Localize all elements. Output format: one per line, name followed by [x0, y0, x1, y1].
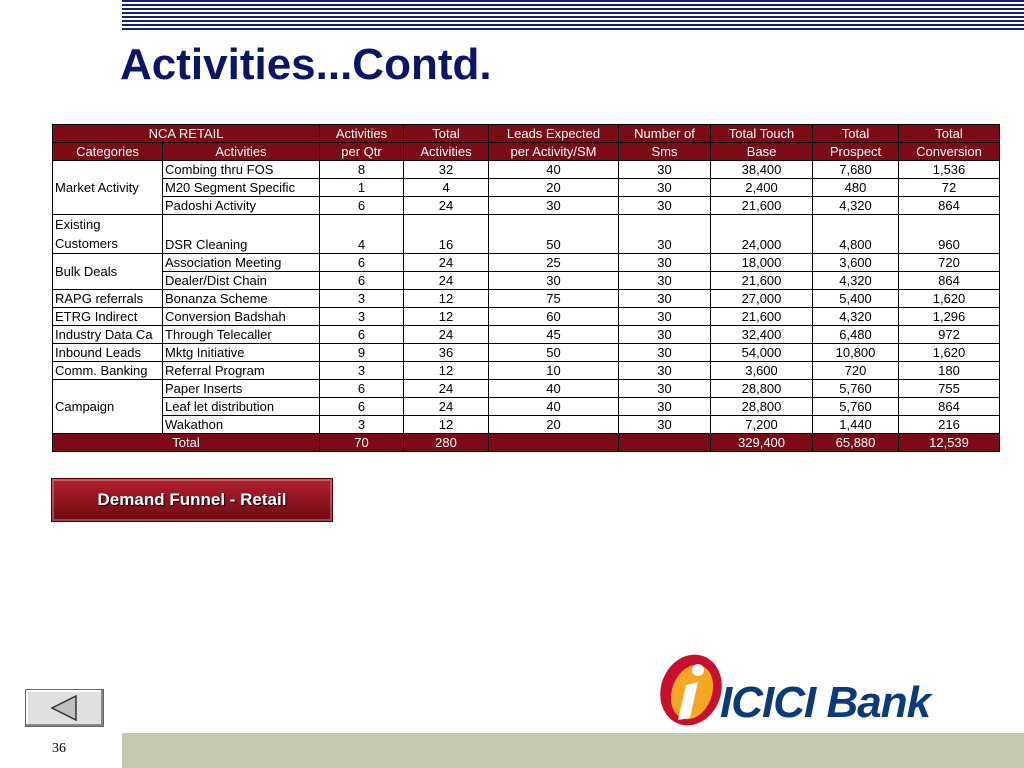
leads-cell: 20: [489, 416, 619, 434]
prospect-cell: 7,680: [813, 161, 899, 179]
table-row: [53, 380, 1000, 398]
touch-cell: 21,600: [711, 308, 813, 326]
footer-bar: [122, 733, 1024, 768]
conversion-cell: 864: [899, 272, 1000, 290]
header-leads-expected: Leads Expected: [489, 125, 619, 143]
sms-cell: 30: [619, 179, 711, 197]
total-cell: 24: [404, 254, 489, 272]
sms-cell: 30: [619, 362, 711, 380]
activity-cell: M20 Segment Specific: [163, 179, 320, 197]
leads-cell: 10: [489, 362, 619, 380]
activity-cell: Wakathon: [163, 416, 320, 434]
touch-cell: 3,600: [711, 362, 813, 380]
leads-cell: 40: [489, 398, 619, 416]
leads-cell: 20: [489, 179, 619, 197]
conversion-cell: 972: [899, 326, 1000, 344]
conversion-cell: 1,620: [899, 290, 1000, 308]
category-inbound-leads: Inbound Leads: [53, 344, 163, 362]
page-number: 36: [52, 741, 66, 756]
total-activities: 280: [404, 434, 489, 452]
back-button[interactable]: [25, 689, 104, 727]
conversion-cell: 864: [899, 197, 1000, 215]
touch-cell: 18,000: [711, 254, 813, 272]
category-market-activity: Market Activity: [53, 161, 163, 215]
per-qtr-cell: 6: [320, 398, 404, 416]
table-row: [53, 362, 1000, 380]
header-categories: Categories: [53, 143, 163, 161]
header-row-2: [53, 143, 1000, 161]
prospect-cell: 5,760: [813, 380, 899, 398]
header-stripes: [122, 0, 1024, 32]
conversion-cell: 1,296: [899, 308, 1000, 326]
touch-cell: 32,400: [711, 326, 813, 344]
sms-cell: 30: [619, 161, 711, 179]
prospect-cell: 3,600: [813, 254, 899, 272]
leads-cell: 60: [489, 308, 619, 326]
leads-cell: 40: [489, 380, 619, 398]
sms-cell: 30: [619, 215, 711, 254]
per-qtr-cell: 6: [320, 272, 404, 290]
leads-cell: 40: [489, 161, 619, 179]
activity-cell: Dealer/Dist Chain: [163, 272, 320, 290]
touch-cell: 7,200: [711, 416, 813, 434]
table-row: [53, 398, 1000, 416]
category-existing-customers: [53, 215, 163, 254]
header-total-conversion: Total: [899, 125, 1000, 143]
total-conversion: 12,539: [899, 434, 1000, 452]
per-qtr-cell: 9: [320, 344, 404, 362]
leads-cell: 50: [489, 344, 619, 362]
per-qtr-cell: 8: [320, 161, 404, 179]
conversion-cell: 1,620: [899, 344, 1000, 362]
prospect-cell: 5,760: [813, 398, 899, 416]
per-qtr-cell: 4: [320, 215, 404, 254]
sms-cell: 30: [619, 398, 711, 416]
slide-title: Activities...Contd.: [120, 40, 492, 89]
category-bulk-deals: Bulk Deals: [53, 254, 163, 290]
conversion-cell: 720: [899, 254, 1000, 272]
icici-bank-logo: [656, 650, 1001, 730]
table-row: [53, 179, 1000, 197]
table-row: [53, 272, 1000, 290]
total-cell: 12: [404, 416, 489, 434]
header-total-prospect: Total: [813, 125, 899, 143]
per-qtr-cell: 3: [320, 290, 404, 308]
triangle-left-icon: [50, 694, 78, 722]
activities-table: [52, 124, 1000, 452]
header-section: NCA RETAIL: [53, 125, 320, 143]
header-activities-2: Activities: [404, 143, 489, 161]
icici-emblem-icon: [656, 650, 726, 730]
prospect-cell: 4,320: [813, 197, 899, 215]
activity-cell: Bonanza Scheme: [163, 290, 320, 308]
table-row: [53, 290, 1000, 308]
total-cell: 24: [404, 398, 489, 416]
sms-cell: 30: [619, 272, 711, 290]
header-sms: Sms: [619, 143, 711, 161]
total-cell: 24: [404, 326, 489, 344]
table-row: [53, 344, 1000, 362]
leads-cell: 30: [489, 272, 619, 290]
table-row: [53, 308, 1000, 326]
prospect-cell: 4,320: [813, 272, 899, 290]
table-row: [53, 254, 1000, 272]
total-cell: 24: [404, 272, 489, 290]
leads-cell: 45: [489, 326, 619, 344]
prospect-cell: 6,480: [813, 326, 899, 344]
existing-line-1: Existing: [55, 217, 101, 232]
sms-cell: 30: [619, 380, 711, 398]
activity-cell: Through Telecaller: [163, 326, 320, 344]
activity-cell: Mktg Initiative: [163, 344, 320, 362]
per-qtr-cell: 1: [320, 179, 404, 197]
category-comm-banking: Comm. Banking: [53, 362, 163, 380]
header-per-qtr: per Qtr: [320, 143, 404, 161]
sms-cell: 30: [619, 416, 711, 434]
table-row: [53, 161, 1000, 179]
leads-cell: 75: [489, 290, 619, 308]
header-row-1: [53, 125, 1000, 143]
sms-cell: 30: [619, 290, 711, 308]
header-conversion: Conversion: [899, 143, 1000, 161]
sms-cell: 30: [619, 344, 711, 362]
prospect-cell: 5,400: [813, 290, 899, 308]
prospect-cell: 4,800: [813, 215, 899, 254]
category-rapg-referrals: RAPG referrals: [53, 290, 163, 308]
total-cell: 16: [404, 215, 489, 254]
logo-text: ICICI Bank: [720, 678, 931, 727]
table-row: [53, 416, 1000, 434]
conversion-cell: 72: [899, 179, 1000, 197]
touch-cell: 21,600: [711, 197, 813, 215]
activity-cell: Leaf let distribution: [163, 398, 320, 416]
touch-cell: 38,400: [711, 161, 813, 179]
header-total-touch-base: Total Touch: [711, 125, 813, 143]
conversion-cell: 1,536: [899, 161, 1000, 179]
table-row: [53, 326, 1000, 344]
header-per-activity-sm: per Activity/SM: [489, 143, 619, 161]
conversion-cell: 864: [899, 398, 1000, 416]
per-qtr-cell: 6: [320, 326, 404, 344]
touch-cell: 27,000: [711, 290, 813, 308]
activity-cell: Combing thru FOS: [163, 161, 320, 179]
header-number-of-sms: Number of: [619, 125, 711, 143]
prospect-cell: 1,440: [813, 416, 899, 434]
header-activities-per-qtr: Activities: [320, 125, 404, 143]
conversion-cell: 960: [899, 215, 1000, 254]
per-qtr-cell: 6: [320, 254, 404, 272]
total-cell: 32: [404, 161, 489, 179]
touch-cell: 24,000: [711, 215, 813, 254]
sms-cell: 30: [619, 308, 711, 326]
sms-cell: 30: [619, 197, 711, 215]
activity-cell: Association Meeting: [163, 254, 320, 272]
total-cell: 12: [404, 362, 489, 380]
header-base: Base: [711, 143, 813, 161]
total-touch-base: 329,400: [711, 434, 813, 452]
total-label: Total: [53, 434, 320, 452]
category-campaign: Campaign: [53, 380, 163, 434]
header-activities: Activities: [163, 143, 320, 161]
existing-line-2: Customers: [55, 236, 118, 251]
total-per-qtr: 70: [320, 434, 404, 452]
header-total-activities: Total: [404, 125, 489, 143]
per-qtr-cell: 3: [320, 362, 404, 380]
touch-cell: 28,800: [711, 398, 813, 416]
category-industry-data: Industry Data Ca: [53, 326, 163, 344]
conversion-cell: 216: [899, 416, 1000, 434]
touch-cell: 28,800: [711, 380, 813, 398]
total-cell: 12: [404, 290, 489, 308]
header-prospect: Prospect: [813, 143, 899, 161]
prospect-cell: 480: [813, 179, 899, 197]
total-row: [53, 434, 1000, 452]
prospect-cell: 4,320: [813, 308, 899, 326]
per-qtr-cell: 3: [320, 416, 404, 434]
total-cell: 24: [404, 380, 489, 398]
activity-cell: Referral Program: [163, 362, 320, 380]
touch-cell: 2,400: [711, 179, 813, 197]
conversion-cell: 180: [899, 362, 1000, 380]
per-qtr-cell: 3: [320, 308, 404, 326]
activity-cell: Padoshi Activity: [163, 197, 320, 215]
activity-cell: Conversion Badshah: [163, 308, 320, 326]
total-cell: 24: [404, 197, 489, 215]
activity-cell: DSR Cleaning: [163, 215, 320, 254]
conversion-cell: 755: [899, 380, 1000, 398]
touch-cell: 54,000: [711, 344, 813, 362]
per-qtr-cell: 6: [320, 197, 404, 215]
prospect-cell: 10,800: [813, 344, 899, 362]
total-cell: 4: [404, 179, 489, 197]
leads-cell: 25: [489, 254, 619, 272]
demand-funnel-retail-button[interactable]: Demand Funnel - Retail: [51, 478, 333, 522]
table-row: [53, 215, 1000, 254]
activity-cell: Paper Inserts: [163, 380, 320, 398]
sms-cell: 30: [619, 254, 711, 272]
leads-cell: 30: [489, 197, 619, 215]
prospect-cell: 720: [813, 362, 899, 380]
table-row: [53, 197, 1000, 215]
total-leads-empty: [489, 434, 619, 452]
total-prospect: 65,880: [813, 434, 899, 452]
category-etrg-indirect: ETRG Indirect: [53, 308, 163, 326]
sms-cell: 30: [619, 326, 711, 344]
total-cell: 12: [404, 308, 489, 326]
touch-cell: 21,600: [711, 272, 813, 290]
total-cell: 36: [404, 344, 489, 362]
leads-cell: 50: [489, 215, 619, 254]
total-sms-empty: [619, 434, 711, 452]
per-qtr-cell: 6: [320, 380, 404, 398]
